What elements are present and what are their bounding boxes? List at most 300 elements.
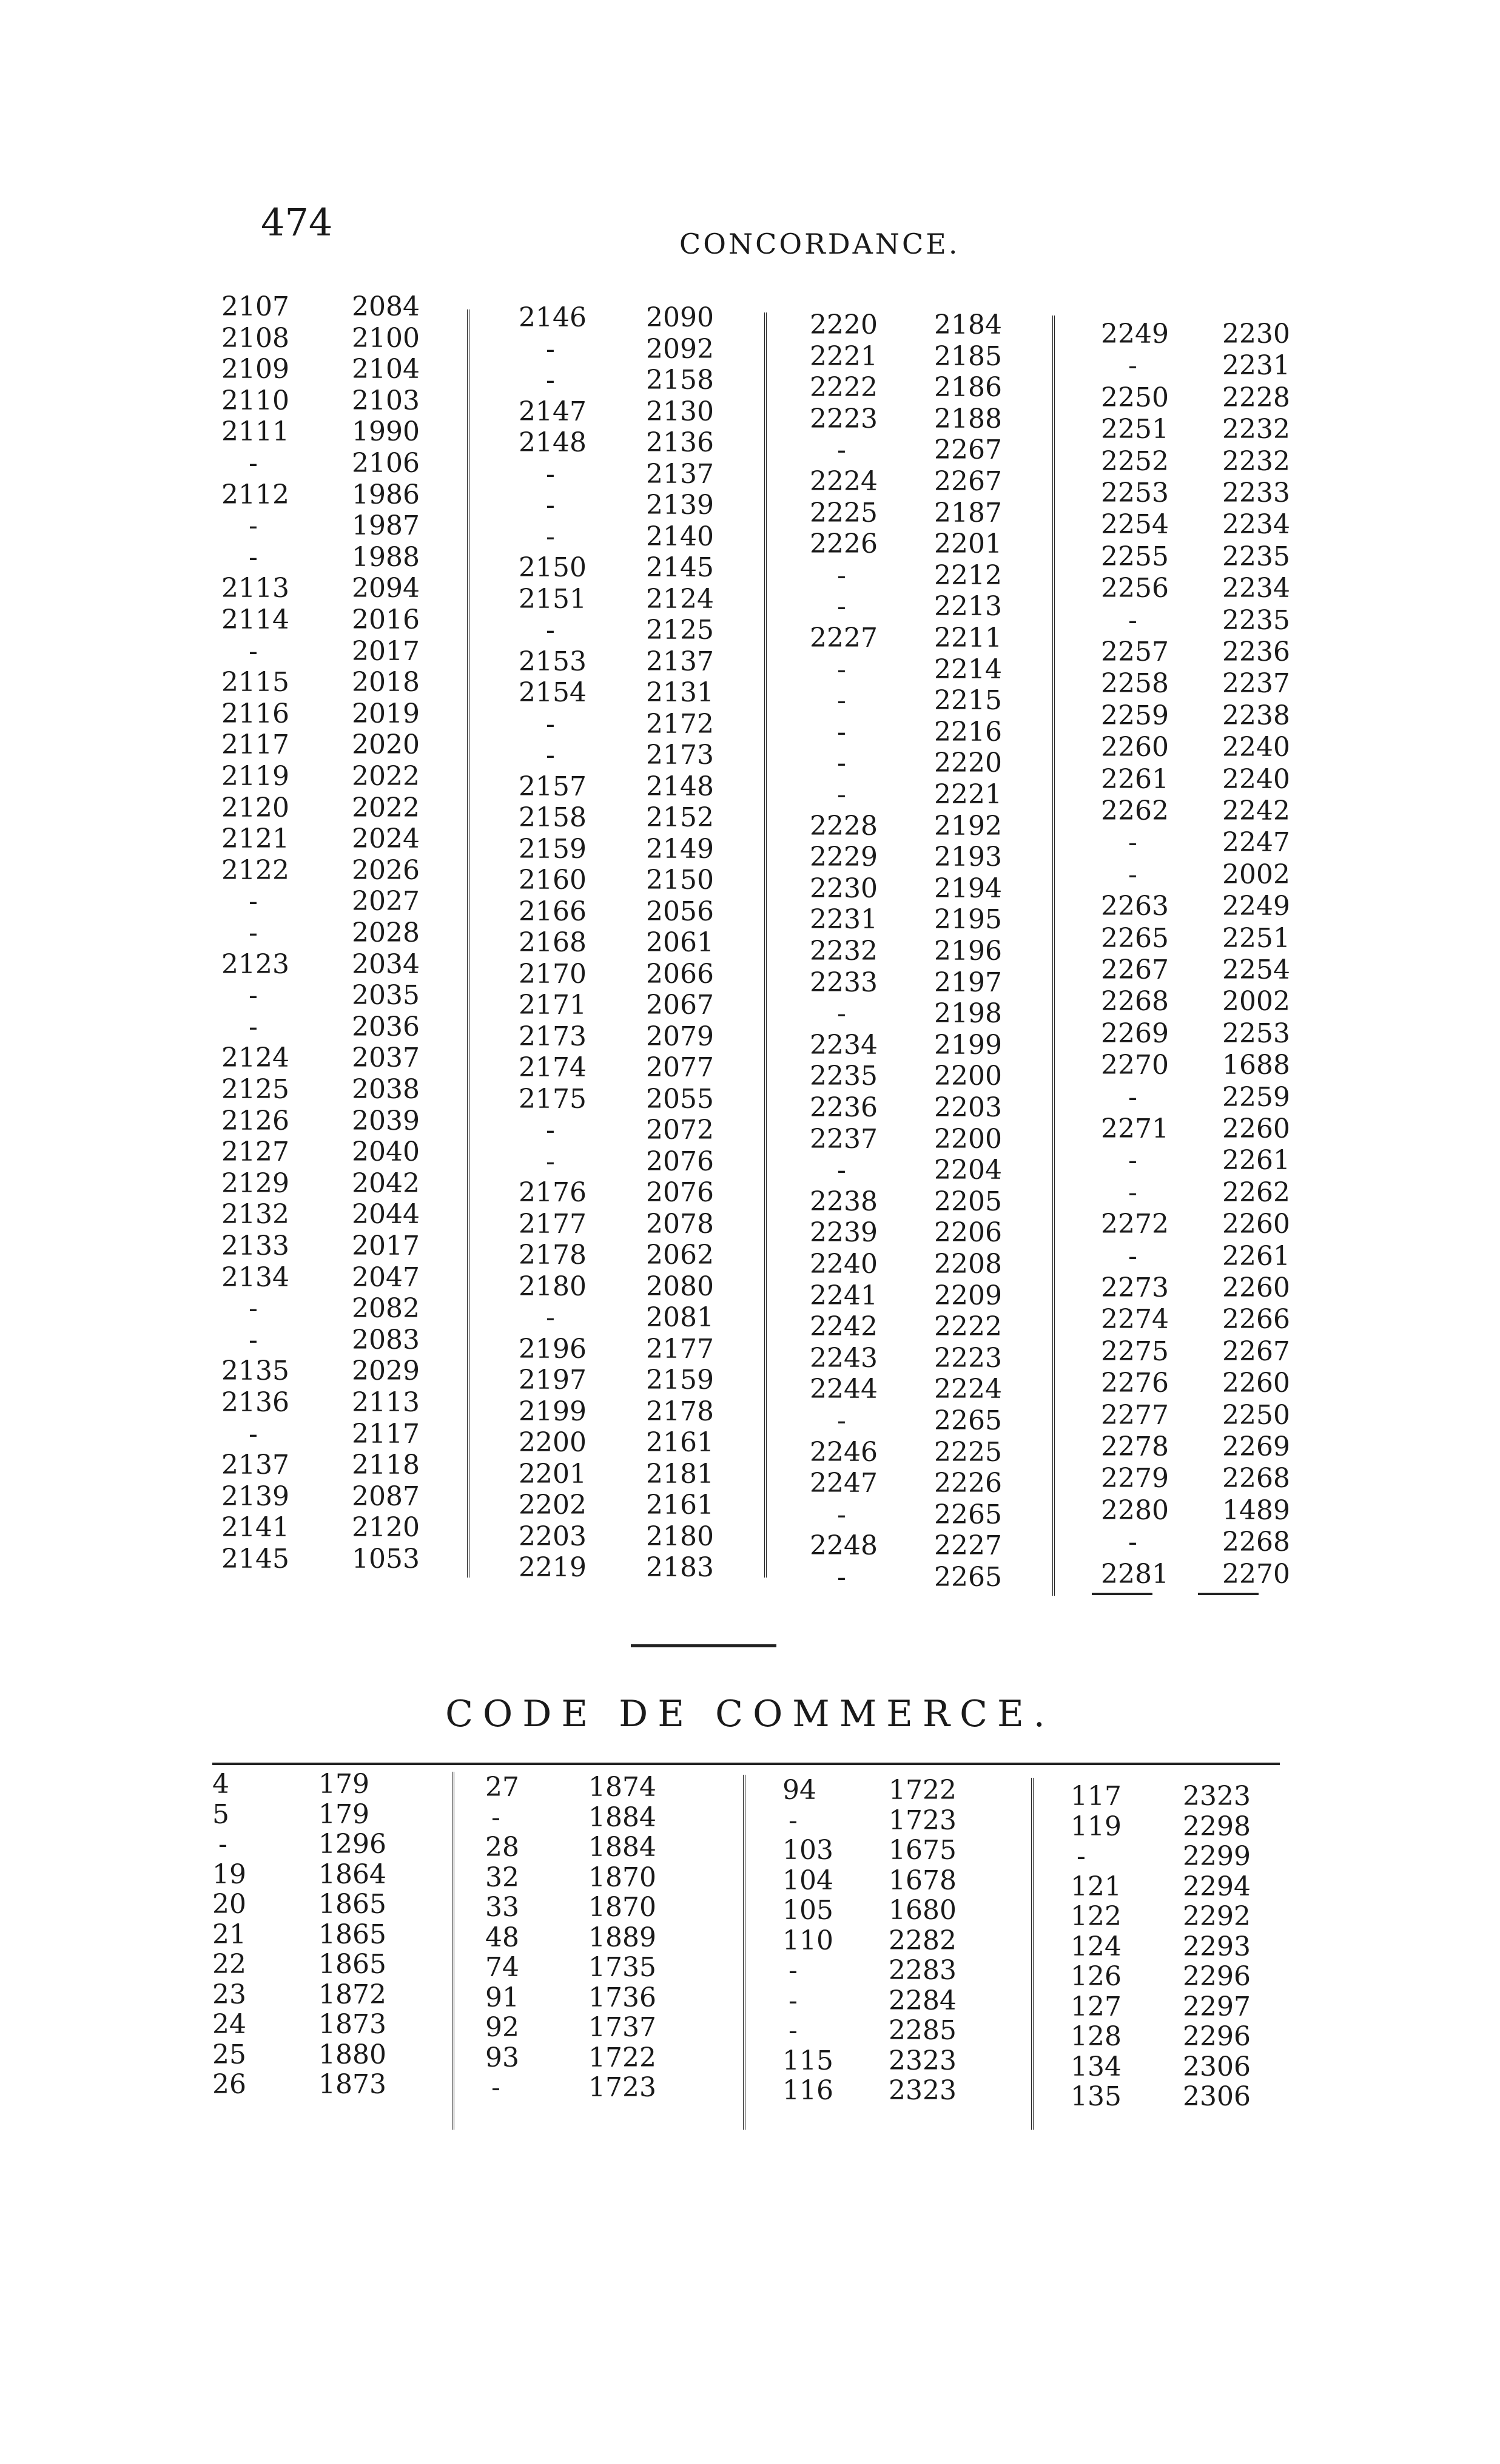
code-article-number: 93: [485, 2042, 519, 2073]
concordance-article-number: 2294: [1183, 1871, 1251, 1902]
code-article-number: 2227: [810, 623, 878, 653]
concordance-article-number: 2236: [1222, 636, 1290, 667]
concordance-article-number: 2181: [646, 1458, 714, 1490]
concordance-article-number: 2265: [934, 1562, 1002, 1593]
code-article-number: 2250: [1101, 382, 1169, 413]
concordance-article-number: 2214: [934, 653, 1002, 685]
concordance-article-number: 2079: [646, 1021, 714, 1052]
code-article-number: 2110: [221, 385, 289, 416]
concordance-article-number: 2188: [934, 403, 1002, 434]
code-article-number: 2137: [221, 1450, 289, 1481]
concordance-article-number: 1874: [588, 1772, 656, 1803]
concordance-article-number: 1723: [889, 1804, 957, 1836]
concordance-article-number: 2251: [1222, 922, 1290, 954]
concordance-article-number: 2062: [646, 1240, 714, 1271]
code-article-number: -: [249, 448, 258, 479]
concordance-article-number: 2183: [646, 1552, 714, 1583]
concordance-article-number: 2235: [1222, 604, 1290, 636]
concordance-article-number: 1880: [318, 2039, 386, 2070]
code-article-number: 2242: [810, 1311, 878, 1343]
code-article-number: 2177: [519, 1208, 587, 1240]
code-article-number: 2109: [221, 354, 289, 385]
concordance-article-number: 2306: [1183, 2051, 1251, 2082]
concordance-article-number: 2076: [646, 1177, 714, 1208]
concordance-article-number: 1870: [588, 1892, 656, 1923]
code-article-number: 2125: [221, 1074, 289, 1105]
code-article-number: -: [546, 740, 555, 771]
concordance-article-number: 1865: [318, 1949, 386, 1980]
code-article-number: 2115: [221, 667, 289, 698]
code-article-number: -: [789, 1985, 798, 2016]
code-article-number: 2135: [221, 1355, 289, 1387]
code-article-number: 2241: [810, 1280, 878, 1311]
code-article-number: 21: [212, 1919, 246, 1950]
concordance-article-number: 2261: [1222, 1145, 1290, 1176]
code-article-number: 2277: [1101, 1399, 1169, 1431]
concordance-article-number: 1736: [588, 1982, 656, 2013]
code-article-number: -: [1077, 1841, 1086, 1872]
concordance-article-number: 2192: [934, 810, 1002, 842]
code-article-number: 110: [782, 1925, 833, 1956]
concordance-article-number: 2323: [889, 2045, 957, 2076]
concordance-article-number: 2198: [934, 998, 1002, 1030]
concordance-article-number: 2298: [1183, 1811, 1251, 1842]
concordance-article-number: 2103: [352, 385, 420, 416]
concordance-article-number: 2240: [1222, 763, 1290, 795]
concordance-article-number: 2227: [934, 1530, 1002, 1562]
code-article-number: 2180: [519, 1271, 587, 1302]
concordance-article-number: 2185: [934, 340, 1002, 372]
concordance-article-number: 2159: [646, 1365, 714, 1396]
column-rule: [1031, 1778, 1034, 2130]
code-article-number: 2132: [221, 1199, 289, 1230]
code-article-number: 2224: [810, 466, 878, 497]
concordance-article-number: 2196: [934, 936, 1002, 967]
concordance-article-number: 2240: [1222, 732, 1290, 763]
concordance-article-number: 2250: [1222, 1399, 1290, 1431]
concordance-article-number: 2081: [646, 1302, 714, 1333]
concordance-article-number: 2077: [646, 1052, 714, 1083]
code-article-number: 2240: [810, 1249, 878, 1280]
code-article-number: -: [249, 635, 258, 667]
concordance-article-number: 2072: [646, 1115, 714, 1146]
concordance-article-number: 1053: [352, 1544, 420, 1575]
code-article-number: 2280: [1101, 1494, 1169, 1526]
concordance-article-number: 2193: [934, 842, 1002, 873]
concordance-article-number: 2216: [934, 716, 1002, 748]
concordance-article-number: 2208: [934, 1249, 1002, 1280]
running-head: CONCORDANCE.: [679, 228, 960, 260]
code-article-number: 33: [485, 1892, 519, 1923]
concordance-article-number: 2020: [352, 729, 420, 761]
code-article-number: 2265: [1101, 922, 1169, 954]
code-article-number: 2151: [519, 583, 587, 615]
code-article-number: 2159: [519, 833, 587, 865]
code-article-number: 2157: [519, 771, 587, 802]
concordance-article-number: 2235: [1222, 541, 1290, 572]
code-article-number: 2257: [1101, 636, 1169, 667]
concordance-article-number: 2036: [352, 1011, 420, 1042]
code-article-number: 2225: [810, 497, 878, 528]
code-article-number: 2178: [519, 1240, 587, 1271]
concordance-article-number: 2038: [352, 1074, 420, 1105]
code-article-number: 2262: [1101, 795, 1169, 826]
code-article-number: -: [789, 1804, 798, 1836]
code-article-number: 2139: [221, 1480, 289, 1512]
concordance-article-number: 2027: [352, 886, 420, 917]
concordance-article-number: 2296: [1183, 2021, 1251, 2052]
concordance-article-number: 2124: [646, 583, 714, 615]
code-article-number: 2145: [221, 1544, 289, 1575]
concordance-article-number: 2082: [352, 1293, 420, 1325]
concordance-article-number: 2267: [934, 434, 1002, 466]
code-article-number: 2203: [519, 1521, 587, 1552]
code-article-number: -: [837, 716, 846, 748]
code-article-number: 2272: [1101, 1209, 1169, 1240]
code-article-number: -: [837, 1562, 846, 1593]
code-article-number: 2129: [221, 1167, 289, 1199]
code-article-number: 2154: [519, 677, 587, 708]
concordance-article-number: 2254: [1222, 954, 1290, 985]
code-article-number: 22: [212, 1949, 246, 1980]
concordance-article-number: 2203: [934, 1092, 1002, 1123]
code-article-number: -: [546, 1115, 555, 1146]
concordance-article-number: 2296: [1183, 1961, 1251, 1992]
concordance-article-number: 1675: [889, 1835, 957, 1866]
concordance-article-number: 2195: [934, 904, 1002, 936]
code-article-number: -: [837, 559, 846, 591]
concordance-article-number: 2087: [352, 1480, 420, 1512]
column-end-rule: [1198, 1593, 1259, 1595]
code-article-number: 2202: [519, 1490, 587, 1521]
concordance-article-number: 2180: [646, 1521, 714, 1552]
concordance-article-number: 2042: [352, 1167, 420, 1199]
code-article-number: 121: [1071, 1871, 1122, 1902]
code-article-number: 2247: [810, 1468, 878, 1499]
code-article-number: 32: [485, 1862, 519, 1893]
concordance-article-number: 2213: [934, 591, 1002, 623]
code-article-number: -: [1128, 827, 1137, 859]
code-article-number: 2150: [519, 552, 587, 583]
code-article-number: 2220: [810, 309, 878, 340]
column-rule: [1052, 316, 1055, 1596]
concordance-article-number: 2131: [646, 677, 714, 708]
code-article-number: 122: [1071, 1901, 1122, 1932]
concordance-article-number: 2228: [1222, 382, 1290, 413]
code-article-number: -: [837, 748, 846, 779]
code-article-number: 2117: [221, 729, 289, 761]
code-article-number: -: [249, 917, 258, 948]
concordance-article-number: 2204: [934, 1155, 1002, 1186]
concordance-article-number: 1990: [352, 416, 420, 448]
code-article-number: 2279: [1101, 1463, 1169, 1494]
concordance-article-number: 2242: [1222, 795, 1290, 826]
concordance-article-number: 2266: [1222, 1304, 1290, 1335]
concordance-article-number: 2024: [352, 823, 420, 855]
concordance-article-number: 2215: [934, 685, 1002, 717]
concordance-article-number: 2037: [352, 1042, 420, 1074]
code-article-number: 126: [1071, 1961, 1122, 1992]
code-article-number: 2246: [810, 1436, 878, 1468]
code-article-number: -: [546, 1302, 555, 1333]
code-article-number: 2126: [221, 1105, 289, 1136]
concordance-article-number: 1884: [588, 1832, 656, 1863]
concordance-article-number: 2078: [646, 1208, 714, 1240]
code-article-number: 28: [485, 1832, 519, 1863]
concordance-article-number: 2002: [1222, 986, 1290, 1018]
code-article-number: 135: [1071, 2081, 1122, 2112]
code-article-number: -: [1128, 604, 1137, 636]
concordance-article-number: 2034: [352, 948, 420, 980]
code-article-number: 2112: [221, 479, 289, 510]
code-article-number: -: [837, 998, 846, 1030]
concordance-article-number: 2080: [646, 1271, 714, 1302]
code-article-number: 2259: [1101, 700, 1169, 731]
concordance-article-number: 1889: [588, 1922, 656, 1953]
code-article-number: 91: [485, 1982, 519, 2013]
concordance-article-number: 2233: [1222, 478, 1290, 508]
concordance-article-number: 1296: [318, 1829, 386, 1860]
concordance-article-number: 2184: [934, 309, 1002, 340]
code-article-number: 5: [212, 1798, 229, 1830]
concordance-article-number: 2282: [889, 1925, 957, 1956]
code-article-number: -: [249, 980, 258, 1011]
code-article-number: 2146: [519, 302, 587, 333]
code-article-number: 2236: [810, 1092, 878, 1123]
code-article-number: 2120: [221, 792, 289, 823]
concordance-article-number: 2212: [934, 559, 1002, 591]
code-article-number: 2200: [519, 1427, 587, 1458]
concordance-article-number: 2028: [352, 917, 420, 948]
concordance-article-number: 2284: [889, 1985, 957, 2016]
code-article-number: -: [249, 1011, 258, 1042]
code-article-number: 2222: [810, 372, 878, 403]
concordance-article-number: 2084: [352, 291, 420, 322]
code-article-number: 2170: [519, 958, 587, 990]
code-article-number: 2281: [1101, 1558, 1169, 1590]
code-article-number: -: [491, 2072, 500, 2103]
code-article-number: -: [837, 779, 846, 810]
code-article-number: 128: [1071, 2021, 1122, 2052]
code-article-number: -: [837, 685, 846, 717]
concordance-article-number: 2145: [646, 552, 714, 583]
code-article-number: -: [218, 1829, 227, 1860]
concordance-article-number: 2056: [646, 896, 714, 927]
concordance-article-number: 2017: [352, 635, 420, 667]
code-article-number: 26: [212, 2069, 246, 2100]
code-article-number: 25: [212, 2039, 246, 2070]
concordance-article-number: 2323: [1183, 1781, 1251, 1812]
code-article-number: 2175: [519, 1083, 587, 1115]
code-article-number: 104: [782, 1865, 833, 1896]
concordance-article-number: 1735: [588, 1952, 656, 1983]
concordance-article-number: 2139: [646, 490, 714, 521]
concordance-article-number: 1987: [352, 510, 420, 542]
concordance-article-number: 2237: [1222, 668, 1290, 700]
concordance-article-number: 1988: [352, 541, 420, 573]
code-article-number: 2230: [810, 873, 878, 904]
code-article-number: -: [249, 541, 258, 573]
concordance-article-number: 2265: [934, 1499, 1002, 1530]
code-article-number: 2223: [810, 403, 878, 434]
concordance-article-number: 2249: [1222, 891, 1290, 922]
code-article-number: 2244: [810, 1374, 878, 1405]
concordance-article-number: 2221: [934, 779, 1002, 810]
concordance-article-number: 2035: [352, 980, 420, 1011]
concordance-article-number: 2106: [352, 448, 420, 479]
concordance-article-number: 2211: [934, 623, 1002, 653]
concordance-article-number: 2306: [1183, 2081, 1251, 2112]
code-article-number: 116: [782, 2075, 833, 2106]
column-end-rule: [1092, 1593, 1152, 1595]
concordance-article-number: 1864: [318, 1858, 386, 1890]
code-article-number: 2235: [810, 1061, 878, 1092]
page-number: 474: [261, 200, 333, 245]
concordance-article-number: 2137: [646, 458, 714, 490]
concordance-article-number: 2267: [1222, 1335, 1290, 1367]
code-article-number: 2111: [221, 416, 289, 448]
concordance-article-number: 1884: [588, 1801, 656, 1833]
code-article-number: 2253: [1101, 478, 1169, 508]
concordance-article-number: 1678: [889, 1865, 957, 1896]
concordance-article-number: 2161: [646, 1490, 714, 1521]
concordance-article-number: 2201: [934, 528, 1002, 560]
code-article-number: -: [789, 2015, 798, 2046]
code-article-number: 2108: [221, 322, 289, 354]
concordance-article-number: 2137: [646, 646, 714, 677]
code-article-number: 2267: [1101, 954, 1169, 985]
code-article-number: 2261: [1101, 763, 1169, 795]
code-article-number: 2260: [1101, 732, 1169, 763]
code-article-number: 2148: [519, 427, 587, 458]
code-article-number: 4: [212, 1769, 229, 1800]
code-article-number: 117: [1071, 1781, 1122, 1812]
concordance-article-number: 2234: [1222, 509, 1290, 541]
code-article-number: -: [1128, 859, 1137, 890]
code-article-number: 2124: [221, 1042, 289, 1074]
code-article-number: 2268: [1101, 986, 1169, 1018]
code-article-number: 74: [485, 1952, 519, 1983]
code-article-number: 2173: [519, 1021, 587, 1052]
code-article-number: -: [837, 653, 846, 685]
concordance-article-number: 2017: [352, 1230, 420, 1261]
concordance-article-number: 2223: [934, 1342, 1002, 1374]
code-article-number: 2273: [1101, 1272, 1169, 1303]
code-article-number: 2171: [519, 990, 587, 1021]
concordance-article-number: 2066: [646, 958, 714, 990]
concordance-article-number: 1722: [889, 1775, 957, 1806]
code-article-number: -: [837, 591, 846, 623]
concordance-article-number: 2194: [934, 873, 1002, 904]
concordance-article-number: 2232: [1222, 414, 1290, 445]
section-title: CODE DE COMMERCE.: [445, 1693, 1055, 1735]
concordance-article-number: 2061: [646, 927, 714, 958]
code-article-number: -: [1128, 350, 1137, 382]
code-article-number: 2251: [1101, 414, 1169, 445]
code-article-number: -: [249, 886, 258, 917]
code-article-number: 19: [212, 1858, 246, 1890]
code-article-number: 2231: [810, 904, 878, 936]
code-article-number: 2114: [221, 604, 289, 635]
concordance-article-number: 2268: [1222, 1463, 1290, 1494]
concordance-article-number: 2200: [934, 1061, 1002, 1092]
code-article-number: 27: [485, 1772, 519, 1803]
code-article-number: 2274: [1101, 1304, 1169, 1335]
concordance-article-number: 2083: [352, 1324, 420, 1355]
concordance-article-number: 2076: [646, 1146, 714, 1177]
concordance-article-number: 2136: [646, 427, 714, 458]
code-article-number: 94: [782, 1775, 816, 1806]
concordance-article-number: 2232: [1222, 445, 1290, 477]
concordance-article-number: 2067: [646, 990, 714, 1021]
concordance-article-number: 2120: [352, 1512, 420, 1544]
code-article-number: 2174: [519, 1052, 587, 1083]
code-article-number: 2116: [221, 698, 289, 729]
code-article-number: 2243: [810, 1342, 878, 1374]
concordance-article-number: 2177: [646, 1333, 714, 1365]
concordance-article-number: 2247: [1222, 827, 1290, 859]
concordance-article-number: 2262: [1222, 1176, 1290, 1208]
concordance-article-number: 2199: [934, 1029, 1002, 1061]
concordance-article-number: 1737: [588, 2012, 656, 2043]
code-article-number: -: [837, 1155, 846, 1186]
code-article-number: -: [546, 708, 555, 740]
concordance-article-number: 2238: [1222, 700, 1290, 731]
concordance-article-number: 2090: [646, 302, 714, 333]
code-article-number: 2134: [221, 1261, 289, 1293]
code-article-number: 2136: [221, 1387, 289, 1418]
code-article-number: 103: [782, 1835, 833, 1866]
code-article-number: 2166: [519, 896, 587, 927]
code-article-number: 2271: [1101, 1113, 1169, 1144]
concordance-article-number: 2150: [646, 865, 714, 896]
code-article-number: 92: [485, 2012, 519, 2043]
column-rule: [452, 1772, 454, 2130]
concordance-article-number: 2323: [889, 2075, 957, 2106]
code-article-number: -: [837, 1499, 846, 1530]
concordance-article-number: 2197: [934, 967, 1002, 998]
concordance-article-number: 2292: [1183, 1901, 1251, 1932]
concordance-article-number: 1873: [318, 2009, 386, 2040]
code-article-number: 48: [485, 1922, 519, 1953]
code-article-number: 2270: [1101, 1050, 1169, 1081]
concordance-article-number: 2022: [352, 792, 420, 823]
concordance-article-number: 2200: [934, 1123, 1002, 1155]
code-article-number: -: [249, 510, 258, 542]
code-article-number: -: [1128, 1176, 1137, 1208]
code-article-number: -: [546, 365, 555, 396]
concordance-article-number: 2178: [646, 1396, 714, 1427]
code-article-number: 2229: [810, 842, 878, 873]
concordance-article-number: 2260: [1222, 1272, 1290, 1303]
concordance-article-number: 2018: [352, 667, 420, 698]
code-article-number: 2233: [810, 967, 878, 998]
concordance-article-number: 2002: [1222, 859, 1290, 890]
code-article-number: -: [546, 521, 555, 552]
concordance-article-number: 2026: [352, 854, 420, 886]
concordance-article-number: 2040: [352, 1136, 420, 1168]
code-article-number: 2256: [1101, 573, 1169, 604]
code-article-number: 105: [782, 1895, 833, 1926]
concordance-article-number: 2149: [646, 833, 714, 865]
code-article-number: 2238: [810, 1186, 878, 1217]
code-article-number: -: [249, 1293, 258, 1325]
concordance-article-number: 1873: [318, 2069, 386, 2100]
concordance-article-number: 2231: [1222, 350, 1290, 382]
concordance-article-number: 2230: [1222, 319, 1290, 349]
code-article-number: 2107: [221, 291, 289, 322]
code-article-number: 2239: [810, 1217, 878, 1249]
